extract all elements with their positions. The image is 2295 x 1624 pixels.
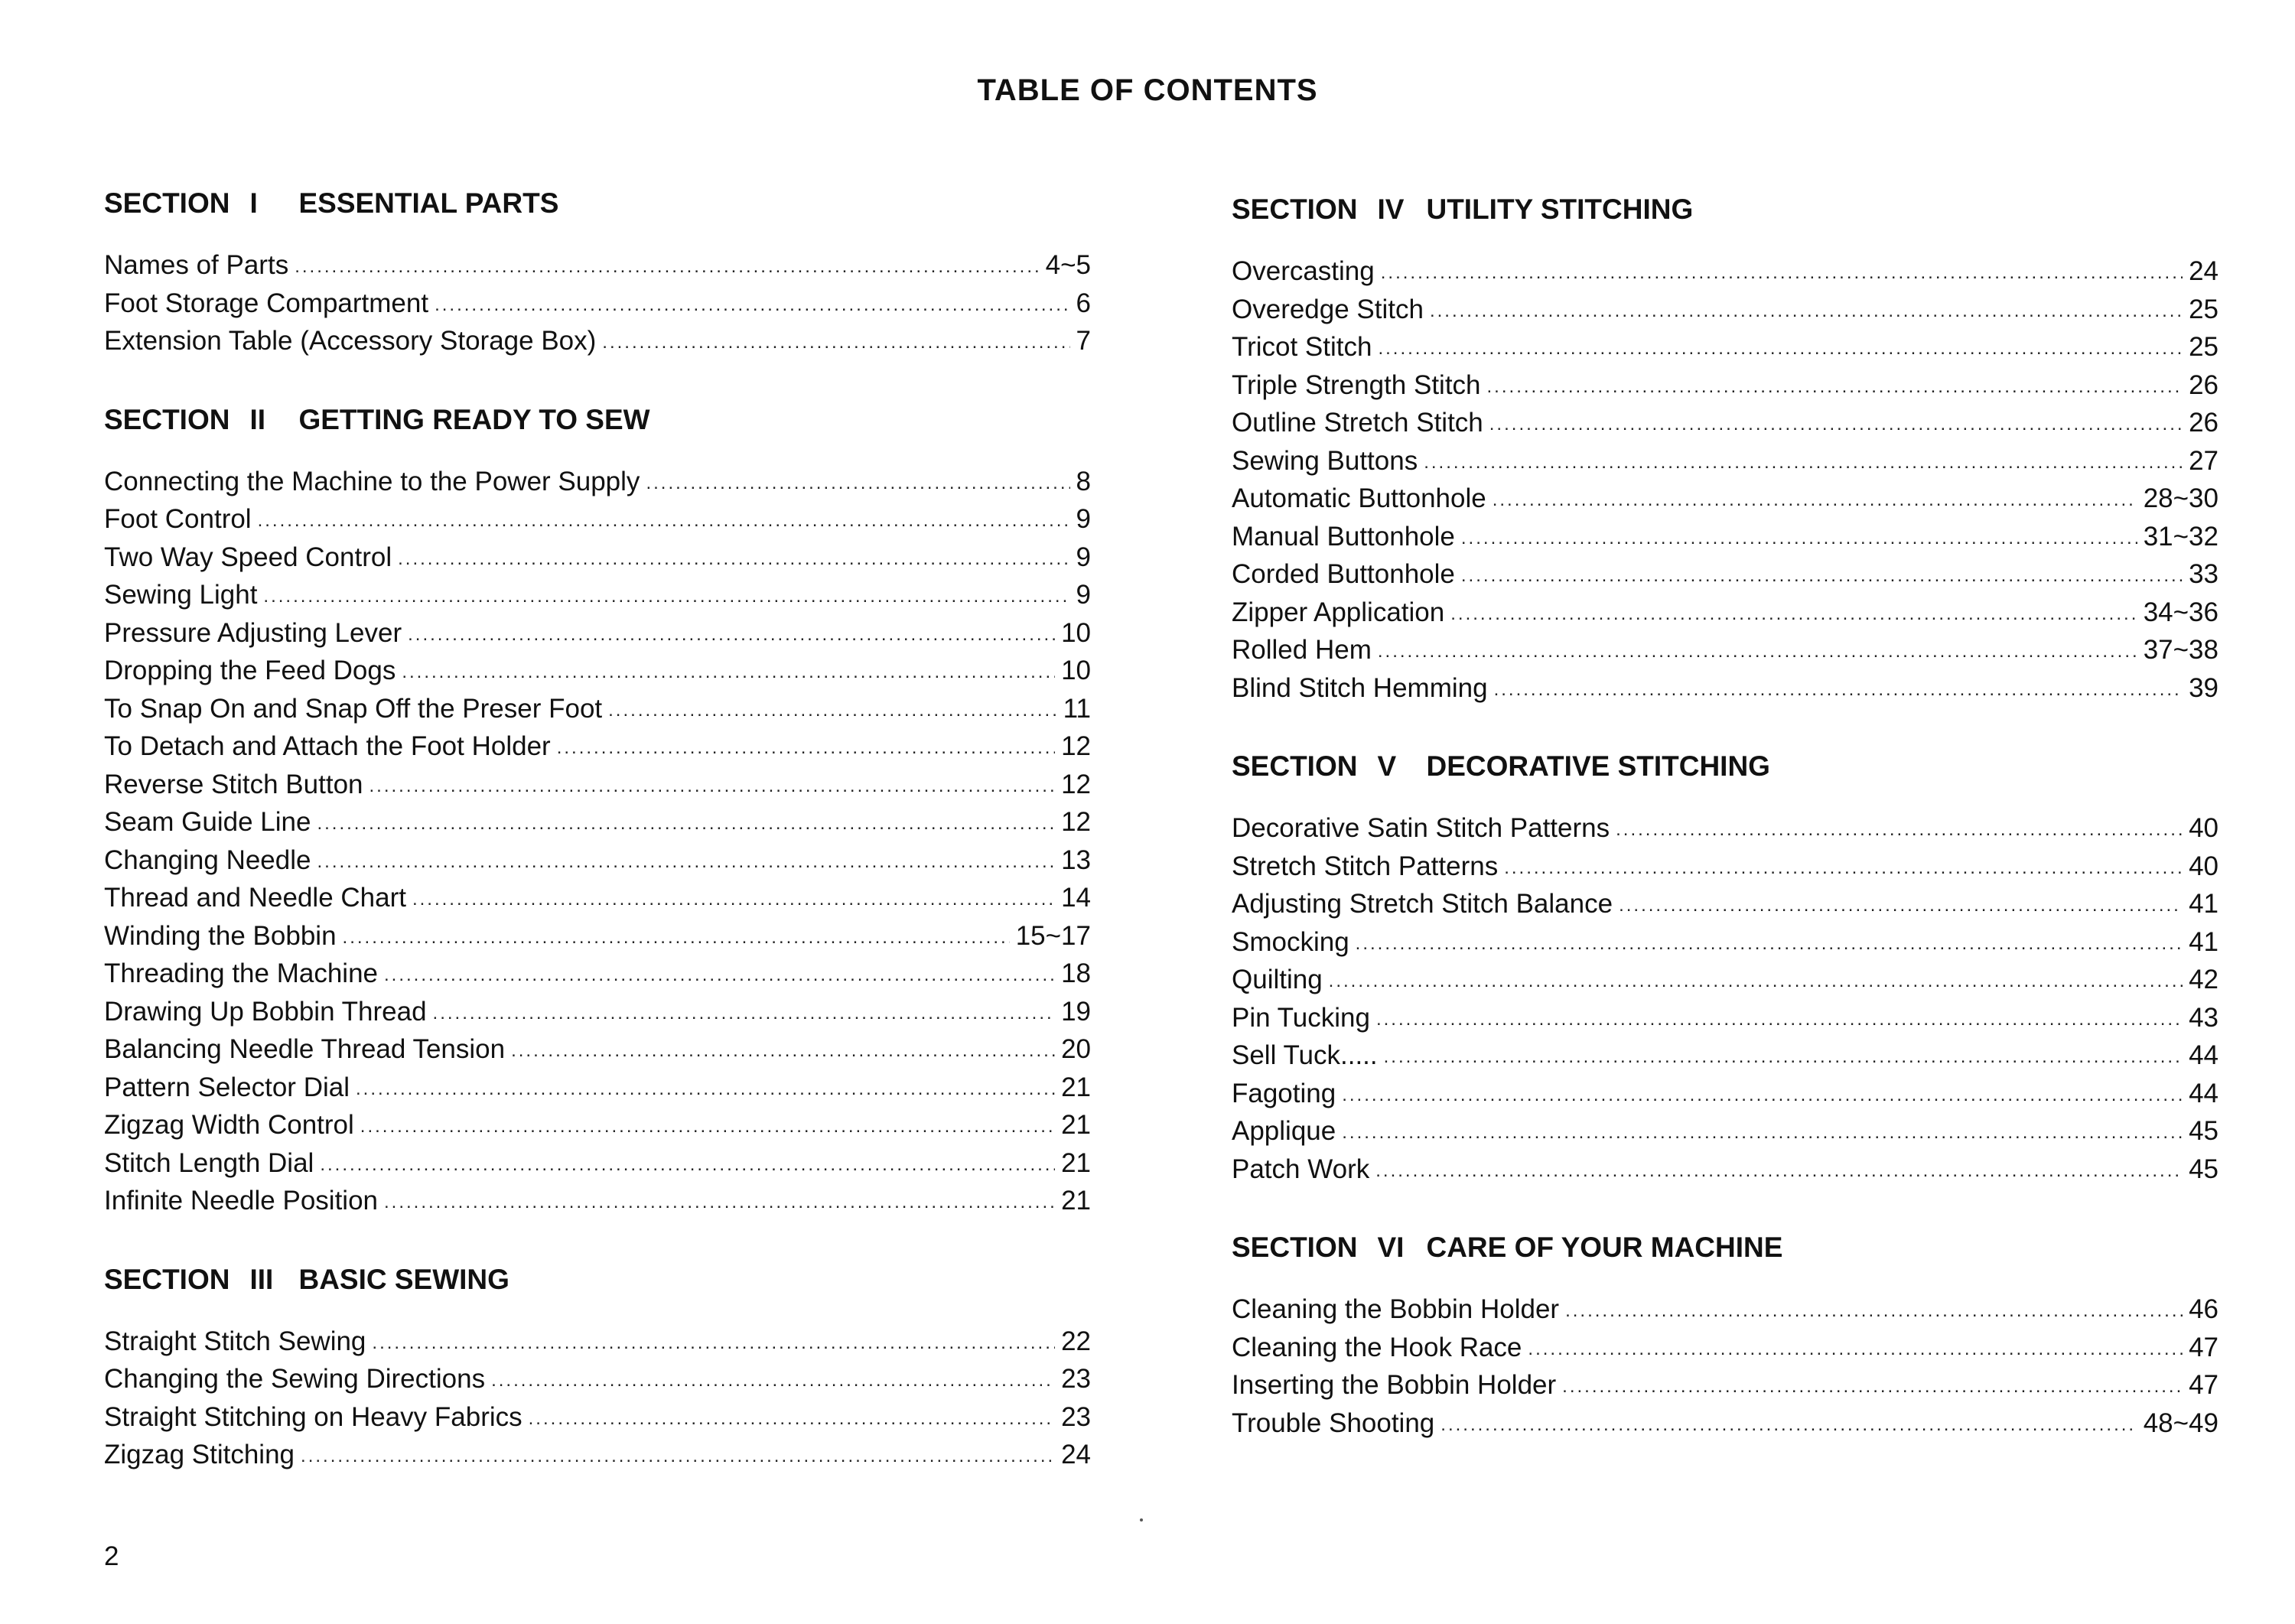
toc-entry [1232, 923, 2218, 962]
toc-entry-list [1232, 252, 2218, 707]
toc-entry-page: 21 [1061, 1147, 1091, 1178]
dot-leader [433, 994, 1056, 1033]
section-heading [104, 184, 1091, 223]
toc-entry-label: Connecting the Machine to the Power Supply [104, 466, 640, 496]
dot-leader [356, 1070, 1055, 1108]
dot-leader [369, 767, 1056, 805]
section-heading [104, 400, 1091, 440]
toc-entry-label: Sell Tuck..... [1232, 1040, 1378, 1070]
toc-entry-label: Zigzag Width Control [104, 1110, 354, 1140]
dot-leader [646, 464, 1069, 503]
toc-entry-label: Automatic Buttonhole [1232, 483, 1486, 513]
toc-entry-page: 31~32 [2143, 521, 2218, 552]
dot-leader [360, 1108, 1055, 1146]
dot-leader [1378, 330, 2183, 368]
toc-entry-page: 26 [2189, 369, 2218, 400]
toc-entry [1232, 1404, 2218, 1443]
toc-entry [104, 500, 1091, 539]
toc-entry [104, 652, 1091, 690]
toc-entry-page: 7 [1076, 326, 1091, 356]
toc-section [1232, 747, 2218, 1188]
toc-section [1232, 1228, 2218, 1442]
dot-leader [1489, 405, 2183, 444]
section-title: BASIC SEWING [298, 1263, 509, 1295]
toc-entry-label: Smocking [1232, 926, 1349, 957]
toc-entry-label: Manual Buttonhole [1232, 521, 1455, 552]
left-column [104, 184, 1091, 1514]
section-label: SECTION [104, 1263, 230, 1295]
toc-entry-page: 12 [1061, 769, 1091, 799]
dot-leader [511, 1032, 1055, 1070]
section-title: CARE OF YOUR MACHINE [1426, 1232, 1783, 1263]
dot-leader [1619, 887, 2183, 925]
toc-entry-page: 12 [1061, 731, 1091, 761]
toc-entry-label: Zipper Application [1232, 597, 1445, 627]
toc-entry [1232, 1037, 2218, 1075]
dot-leader [1528, 1330, 2183, 1369]
toc-entry-page: 19 [1061, 996, 1091, 1027]
toc-entry [1232, 999, 2218, 1037]
toc-entry-page: 22 [1061, 1326, 1091, 1356]
section-title: ESSENTIAL PARTS [298, 187, 559, 219]
toc-entry-page: 12 [1061, 807, 1091, 837]
toc-entry-page: 9 [1076, 580, 1091, 610]
section-label: SECTION [1232, 1232, 1358, 1263]
toc-entry [104, 1144, 1091, 1183]
toc-entry [104, 614, 1091, 653]
dot-leader [1375, 1152, 2183, 1190]
toc-entry-page: 45 [2189, 1116, 2218, 1146]
toc-entry-page: 25 [2189, 294, 2218, 324]
section-label: SECTION [1232, 194, 1358, 225]
toc-entry [104, 1030, 1091, 1069]
toc-entry-page: 27 [2189, 445, 2218, 476]
toc-entry-page: 21 [1061, 1186, 1091, 1216]
toc-entry [104, 803, 1091, 841]
toc-entry-label: Straight Stitch Sewing [104, 1326, 366, 1356]
dot-leader [1616, 811, 2183, 849]
toc-entry-page: 15~17 [1015, 920, 1091, 951]
toc-entry-label: Pattern Selector Dial [104, 1072, 350, 1102]
dot-leader [602, 324, 1069, 362]
toc-entry-page: 8 [1076, 466, 1091, 496]
toc-entry-label: Overedge Stitch [1232, 294, 1424, 324]
toc-section [104, 400, 1091, 1220]
toc-entry [104, 955, 1091, 993]
toc-entry [1232, 480, 2218, 518]
toc-entry-label: Changing the Sewing Directions [104, 1364, 486, 1394]
toc-entry-page: 42 [2189, 965, 2218, 994]
toc-entry-label: Drawing Up Bobbin Thread [104, 996, 427, 1027]
toc-entry [1232, 291, 2218, 329]
toc-entry-label: Applique [1232, 1116, 1336, 1146]
toc-entry-page: 44 [2189, 1040, 2218, 1070]
dot-leader [1381, 254, 2183, 292]
toc-entry [1232, 1290, 2218, 1329]
toc-section [104, 184, 1091, 360]
dot-leader [372, 1324, 1055, 1362]
toc-entry-page: 26 [2189, 408, 2218, 438]
toc-entry-label: Cleaning the Bobbin Holder [1232, 1294, 1560, 1324]
toc-entry-page: 28~30 [2143, 483, 2218, 513]
dot-leader [1504, 849, 2183, 887]
toc-entry [1232, 594, 2218, 632]
toc-entry-page: 6 [1076, 288, 1091, 318]
toc-entry [104, 1182, 1091, 1220]
toc-entry-label: Two Way Speed Control [104, 542, 392, 572]
toc-entry [1232, 1150, 2218, 1189]
toc-entry [104, 1106, 1091, 1144]
toc-entry-label: To Detach and Attach the Foot Holder [104, 731, 551, 761]
section-heading [1232, 1228, 2218, 1268]
dot-leader [398, 540, 1069, 578]
toc-entry-page: 24 [1061, 1440, 1091, 1469]
toc-entry-page: 10 [1061, 617, 1091, 648]
page-number: 2 [104, 1541, 119, 1571]
dot-leader [1342, 1076, 2183, 1115]
toc-entry-page: 10 [1061, 656, 1091, 685]
dot-leader [408, 616, 1055, 654]
toc-entry-label: Pin Tucking [1232, 1002, 1370, 1033]
toc-entry [104, 766, 1091, 804]
toc-entry-page: 24 [2189, 256, 2218, 286]
dot-leader [529, 1400, 1055, 1438]
section-title: UTILITY STITCHING [1426, 194, 1694, 225]
toc-entry [104, 1436, 1091, 1474]
toc-entry [104, 1069, 1091, 1107]
toc-entry-label: Fagoting [1232, 1078, 1336, 1108]
toc-entry-label: Straight Stitching on Heavy Fabrics [104, 1401, 522, 1432]
toc-entry-list [1232, 809, 2218, 1188]
toc-entry-label: Pressure Adjusting Lever [104, 617, 402, 648]
dot-leader [295, 248, 1039, 286]
toc-entry-label: Names of Parts [104, 250, 289, 280]
toc-entry-page: 46 [2189, 1294, 2218, 1324]
toc-entry [1232, 366, 2218, 405]
toc-entry-label: Stretch Stitch Patterns [1232, 851, 1499, 881]
dot-leader [317, 843, 1055, 881]
toc-entry [1232, 961, 2218, 999]
dot-leader [1384, 1038, 2183, 1076]
section-number: III [249, 1263, 274, 1295]
toc-entry-label: Inserting the Bobbin Holder [1232, 1370, 1557, 1400]
toc-entry [104, 463, 1091, 501]
dot-leader [1430, 292, 2183, 330]
toc-entry-page: 40 [2189, 851, 2218, 881]
toc-entry-page: 37~38 [2143, 635, 2218, 665]
section-heading [1232, 747, 2218, 786]
toc-entry-label: Sewing Light [104, 580, 258, 610]
section-heading [104, 1260, 1091, 1300]
toc-entry-page: 9 [1076, 504, 1091, 534]
toc-entry-label: Balancing Needle Thread Tension [104, 1034, 506, 1064]
toc-entry-page: 21 [1061, 1110, 1091, 1140]
section-number: IV [1377, 194, 1405, 225]
scan-speck [1140, 1518, 1143, 1521]
toc-entry-label: Tricot Stitch [1232, 332, 1372, 362]
toc-entry-label: Sewing Buttons [1232, 445, 1418, 476]
section-number: I [249, 187, 258, 219]
section-label: SECTION [1232, 750, 1358, 782]
dot-leader [1450, 595, 2137, 633]
toc-entry-label: Foot Control [104, 504, 252, 534]
toc-entry-label: Dropping the Feed Dogs [104, 656, 396, 685]
toc-entry [104, 1323, 1091, 1361]
dot-leader [1461, 557, 2183, 595]
toc-entry [104, 727, 1091, 766]
toc-entry-page: 13 [1061, 845, 1091, 875]
toc-entry [104, 993, 1091, 1031]
section-title: DECORATIVE STITCHING [1426, 750, 1770, 782]
toc-entry-label: Outline Stretch Stitch [1232, 408, 1483, 438]
dot-leader [258, 502, 1070, 540]
dot-leader [1329, 962, 2183, 1001]
toc-entry-page: 9 [1076, 542, 1091, 572]
toc-entry [104, 322, 1091, 360]
toc-entry-page: 48~49 [2143, 1408, 2218, 1438]
toc-entry-page: 11 [1063, 693, 1091, 724]
toc-entry-label: Winding the Bobbin [104, 920, 337, 951]
toc-section [104, 1260, 1091, 1474]
toc-entry-page: 41 [2189, 889, 2218, 919]
toc-entry-label: Rolled Hem [1232, 635, 1372, 665]
toc-entry [1232, 1366, 2218, 1404]
toc-entry-page: 41 [2189, 926, 2218, 957]
toc-entry-list [104, 463, 1091, 1220]
toc-entry-page: 39 [2189, 672, 2218, 703]
toc-entry-label: Overcasting [1232, 256, 1375, 286]
toc-entry [104, 690, 1091, 728]
dot-leader [557, 729, 1055, 767]
dot-leader [320, 1146, 1055, 1184]
toc-entry-page: 34~36 [2143, 597, 2218, 627]
section-label: SECTION [104, 187, 230, 219]
toc-entry-label: Changing Needle [104, 845, 311, 875]
dot-leader [1376, 1001, 2183, 1039]
section-number: VI [1377, 1232, 1405, 1263]
toc-entry [1232, 1075, 2218, 1113]
toc-entry [104, 285, 1091, 323]
toc-entry [1232, 328, 2218, 366]
toc-entry-page: 33 [2189, 559, 2218, 589]
toc-entry-list [1232, 1290, 2218, 1442]
section-number: II [249, 403, 266, 435]
toc-entry [1232, 518, 2218, 556]
dot-leader [1461, 519, 2137, 558]
dot-leader [317, 805, 1055, 843]
dot-leader [384, 956, 1055, 994]
dot-leader [412, 880, 1055, 919]
toc-entry-page: 14 [1061, 883, 1091, 913]
toc-entry-page: 18 [1061, 958, 1091, 988]
toc-entry-page: 43 [2189, 1002, 2218, 1033]
toc-entry-page: 47 [2189, 1370, 2218, 1400]
section-heading [1232, 190, 2218, 229]
toc-entry-page: 21 [1061, 1072, 1091, 1102]
toc-entry [104, 917, 1091, 955]
toc-entry-label: Threading the Machine [104, 958, 378, 988]
dot-leader [263, 578, 1069, 616]
toc-entry-label: Cleaning the Hook Race [1232, 1332, 1522, 1362]
toc-entry-label: Trouble Shooting [1232, 1408, 1435, 1438]
toc-entry [104, 576, 1091, 614]
toc-entry-label: Quilting [1232, 965, 1323, 994]
toc-entry [1232, 669, 2218, 708]
dot-leader [1378, 633, 2137, 671]
toc-entry [1232, 555, 2218, 594]
dot-leader [402, 653, 1055, 692]
dot-leader [301, 1437, 1055, 1476]
toc-entry-page: 40 [2189, 813, 2218, 843]
toc-entry [104, 246, 1091, 285]
toc-entry-label: Seam Guide Line [104, 807, 311, 837]
dot-leader [1565, 1292, 2183, 1330]
dot-leader [1342, 1114, 2183, 1152]
toc-entry-label: To Snap On and Snap Off the Preser Foot [104, 693, 603, 724]
toc-entry-page: 20 [1061, 1034, 1091, 1064]
dot-leader [1487, 368, 2183, 406]
dot-leader [608, 692, 1057, 730]
section-title: GETTING READY TO SEW [298, 403, 650, 435]
toc-entry-page: 45 [2189, 1154, 2218, 1184]
dot-leader [1562, 1368, 2183, 1406]
section-number: V [1377, 750, 1397, 782]
toc-entry-label: Blind Stitch Hemming [1232, 672, 1488, 703]
dot-leader [1424, 444, 2183, 482]
dot-leader [1493, 481, 2137, 519]
toc-entry-list [104, 246, 1091, 360]
dot-leader [384, 1183, 1055, 1222]
toc-entry-list [104, 1323, 1091, 1474]
toc-entry-label: Thread and Needle Chart [104, 883, 406, 913]
right-column [1232, 190, 2218, 1482]
toc-entry-page: 23 [1061, 1364, 1091, 1394]
toc-entry [1232, 442, 2218, 480]
toc-entry-label: Corded Buttonhole [1232, 559, 1455, 589]
toc-entry [1232, 404, 2218, 442]
toc-entry-label: Stitch Length Dial [104, 1147, 314, 1178]
toc-entry-label: Reverse Stitch Button [104, 769, 363, 799]
toc-entry [104, 841, 1091, 880]
dot-leader [435, 286, 1069, 324]
toc-entry-label: Triple Strength Stitch [1232, 369, 1481, 400]
toc-entry [1232, 1329, 2218, 1367]
toc-entry-label: Foot Storage Compartment [104, 288, 429, 318]
toc-entry-page: 23 [1061, 1401, 1091, 1432]
toc-entry-label: Decorative Satin Stitch Patterns [1232, 813, 1610, 843]
toc-entry-page: 47 [2189, 1332, 2218, 1362]
toc-entry [104, 879, 1091, 917]
toc-entry [104, 1360, 1091, 1398]
toc-entry [1232, 252, 2218, 291]
dot-leader [1356, 925, 2183, 963]
toc-entry [1232, 631, 2218, 669]
toc-section [1232, 190, 2218, 707]
toc-entry-label: Adjusting Stretch Stitch Balance [1232, 889, 1613, 919]
toc-entry-page: 4~5 [1045, 250, 1091, 280]
toc-entry-page: 25 [2189, 332, 2218, 362]
toc-entry [1232, 848, 2218, 886]
toc-entry-label: Zigzag Stitching [104, 1440, 295, 1469]
dot-leader [1440, 1406, 2137, 1444]
toc-entry-label: Extension Table (Accessory Storage Box) [104, 326, 597, 356]
toc-entry [104, 1398, 1091, 1437]
toc-entry [1232, 1112, 2218, 1150]
toc-entry [104, 539, 1091, 577]
toc-entry-label: Patch Work [1232, 1154, 1370, 1184]
toc-entry-label: Infinite Needle Position [104, 1186, 378, 1216]
toc-entry [1232, 809, 2218, 848]
toc-entry [1232, 885, 2218, 923]
toc-entry-page: 44 [2189, 1078, 2218, 1108]
dot-leader [1494, 671, 2183, 709]
section-label: SECTION [104, 403, 230, 435]
dot-leader [491, 1362, 1055, 1400]
page-title: TABLE OF CONTENTS [977, 73, 1318, 107]
dot-leader [343, 919, 1010, 957]
